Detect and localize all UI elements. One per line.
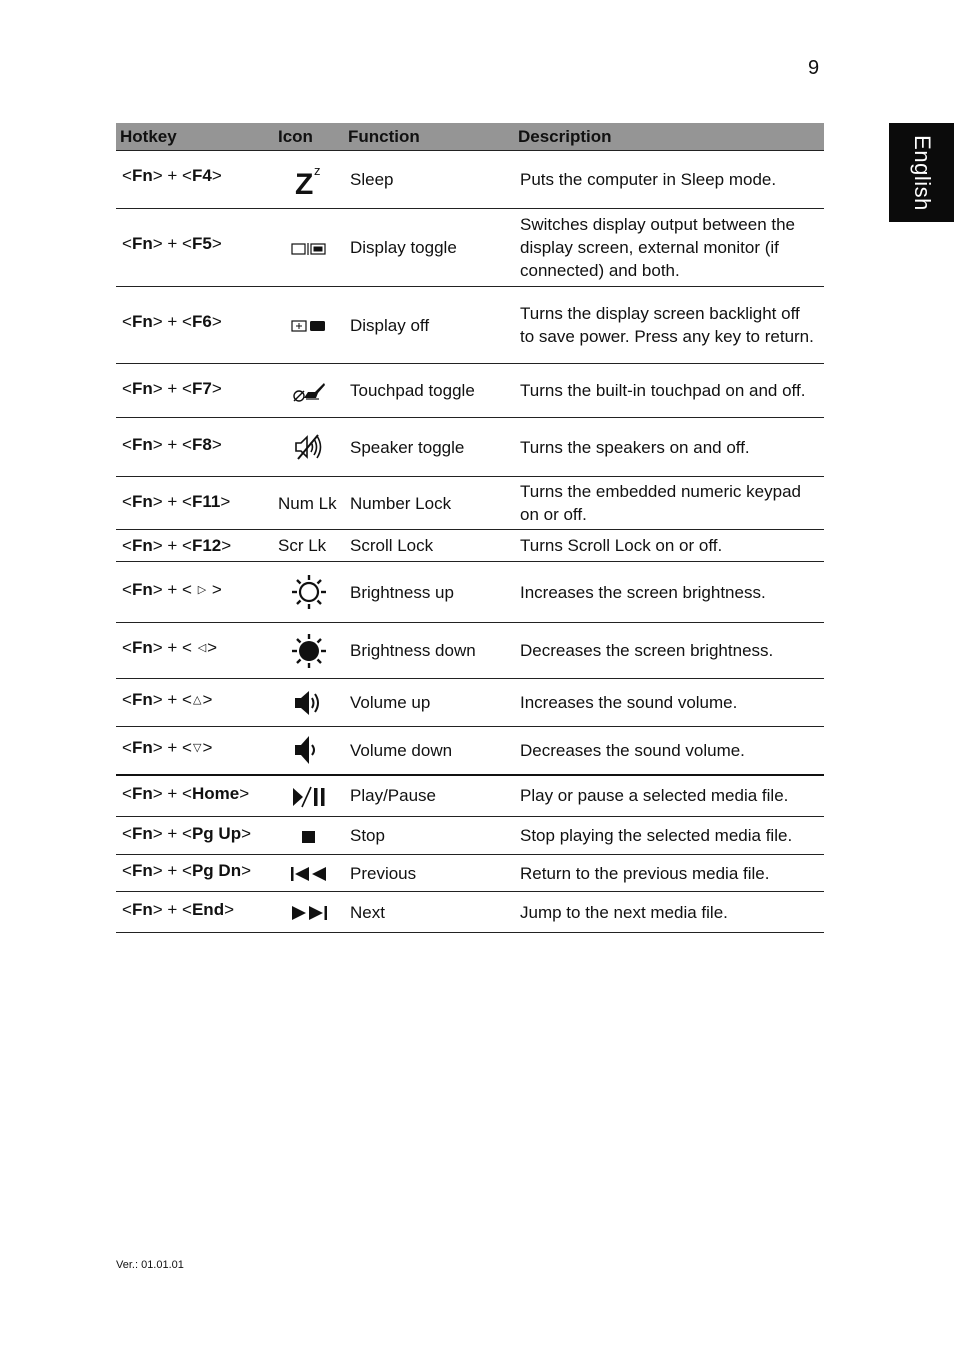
table-row <box>116 364 824 418</box>
down-arrow-key-glyph: ▽ <box>192 742 202 755</box>
table-row <box>116 855 824 892</box>
icon-cell <box>274 364 344 418</box>
icon-cell <box>274 477 344 530</box>
function-cell: Stop <box>344 817 514 855</box>
table-row <box>116 679 824 727</box>
description-cell: Return to the previous media file. <box>514 855 824 892</box>
icon-cell <box>274 855 344 892</box>
hotkey-cell: <Fn> + <Pg Dn> <box>116 855 274 892</box>
display-toggle-icon <box>291 242 327 256</box>
function-cell: Brightness up <box>344 562 514 623</box>
icon-cell <box>274 151 344 209</box>
description-cell: Stop playing the selected media file. <box>514 817 824 855</box>
table-row <box>116 477 824 530</box>
language-tab-label: English <box>909 134 935 211</box>
next-icon <box>290 905 328 921</box>
description-cell: Decreases the sound volume. <box>514 727 824 775</box>
table-row <box>116 727 824 775</box>
stop-icon <box>301 829 317 845</box>
function-cell: Volume up <box>344 679 514 727</box>
description-cell: Play or pause a selected media file. <box>514 775 824 817</box>
icon-cell <box>274 418 344 477</box>
table-row <box>116 623 824 679</box>
table-row <box>116 209 824 287</box>
function-cell: Next <box>344 892 514 933</box>
table-row <box>116 562 824 623</box>
function-cell: Sleep <box>344 151 514 209</box>
column-header-hotkey: Hotkey <box>116 123 274 151</box>
table-row <box>116 530 824 562</box>
function-cell: Speaker toggle <box>344 418 514 477</box>
hotkey-cell: <Fn> + <Pg Up> <box>116 817 274 855</box>
speaker-toggle-icon <box>293 433 325 461</box>
icon-cell <box>274 562 344 623</box>
function-cell: Number Lock <box>344 477 514 530</box>
description-cell: Increases the sound volume. <box>514 679 824 727</box>
function-cell: Display off <box>344 287 514 364</box>
table-row <box>116 775 824 817</box>
hotkey-cell: <Fn> + <F7> <box>116 364 274 418</box>
icon-cell <box>274 817 344 855</box>
table-row <box>116 151 824 209</box>
right-arrow-key-glyph: ▷ <box>197 584 207 597</box>
function-cell: Previous <box>344 855 514 892</box>
table-row <box>116 817 824 855</box>
icon-cell <box>274 679 344 727</box>
icon-cell <box>274 775 344 817</box>
hotkey-cell: <Fn> + <△> <box>116 679 274 727</box>
volume-down-icon <box>293 733 325 767</box>
table-header-row <box>116 123 824 151</box>
function-cell: Touchpad toggle <box>344 364 514 418</box>
icon-cell <box>274 727 344 775</box>
description-cell: Jump to the next media file. <box>514 892 824 933</box>
hotkey-cell: <Fn> + <F6> <box>116 287 274 364</box>
table-row <box>116 287 824 364</box>
previous-icon <box>290 866 328 882</box>
description-cell: Increases the screen brightness. <box>514 562 824 623</box>
function-cell: Play/Pause <box>344 775 514 817</box>
volume-up-icon <box>293 688 325 718</box>
description-cell: Turns Scroll Lock on or off. <box>514 530 824 562</box>
icon-cell <box>274 287 344 364</box>
function-cell: Scroll Lock <box>344 530 514 562</box>
table-row <box>116 418 824 477</box>
version-label: Ver.: 01.01.01 <box>116 1259 184 1271</box>
brightness-down-icon <box>290 632 328 670</box>
hotkey-cell: <Fn> + <F5> <box>116 209 274 287</box>
hotkey-table <box>116 123 824 933</box>
hotkey-cell: <Fn> + <F8> <box>116 418 274 477</box>
function-cell: Display toggle <box>344 209 514 287</box>
icon-cell <box>274 209 344 287</box>
hotkey-cell: <Fn> + <Home> <box>116 775 274 817</box>
play-pause-icon <box>291 786 327 808</box>
num-lock-label: Num Lk <box>278 493 337 513</box>
hotkey-cell: <Fn> + <F4> <box>116 151 274 209</box>
description-cell: Turns the built-in touchpad on and off. <box>514 364 824 418</box>
svg-text:z: z <box>314 162 321 178</box>
page-number: 9 <box>808 57 820 79</box>
description-cell: Decreases the screen brightness. <box>514 623 824 679</box>
scroll-lock-label: Scr Lk <box>278 536 327 555</box>
description-cell: Switches display output between the display screen, external monitor (if connected) and both. <box>514 209 824 287</box>
hotkey-cell: <Fn> + <▽> <box>116 727 274 775</box>
hotkey-cell: <Fn> + <F11> <box>116 477 274 530</box>
language-tab <box>889 123 954 222</box>
column-header-function: Function <box>344 123 514 151</box>
icon-cell <box>274 892 344 933</box>
brightness-up-icon <box>290 573 328 611</box>
function-cell: Brightness down <box>344 623 514 679</box>
function-cell: Volume down <box>344 727 514 775</box>
svg-text:Z: Z <box>295 167 314 197</box>
left-arrow-key-glyph: ◁ <box>197 642 207 655</box>
column-header-description: Description <box>514 123 824 151</box>
description-cell: Puts the computer in Sleep mode. <box>514 151 824 209</box>
sleep-icon <box>293 163 325 197</box>
hotkey-cell: <Fn> + < ◁> <box>116 623 274 679</box>
icon-cell <box>274 623 344 679</box>
icon-cell <box>274 530 344 562</box>
up-arrow-key-glyph: △ <box>192 694 202 707</box>
column-header-icon: Icon <box>274 123 344 151</box>
hotkey-cell: <Fn> + < ▷ > <box>116 562 274 623</box>
display-off-icon <box>291 319 327 333</box>
hotkey-cell: <Fn> + <F12> <box>116 530 274 562</box>
touchpad-toggle-icon <box>291 379 327 403</box>
description-cell: Turns the display screen backlight off to save power. Press any key to return. <box>514 287 824 364</box>
description-cell: Turns the embedded numeric keypad on or off. <box>514 477 824 530</box>
hotkey-cell: <Fn> + <End> <box>116 892 274 933</box>
description-cell: Turns the speakers on and off. <box>514 418 824 477</box>
table-row <box>116 892 824 933</box>
